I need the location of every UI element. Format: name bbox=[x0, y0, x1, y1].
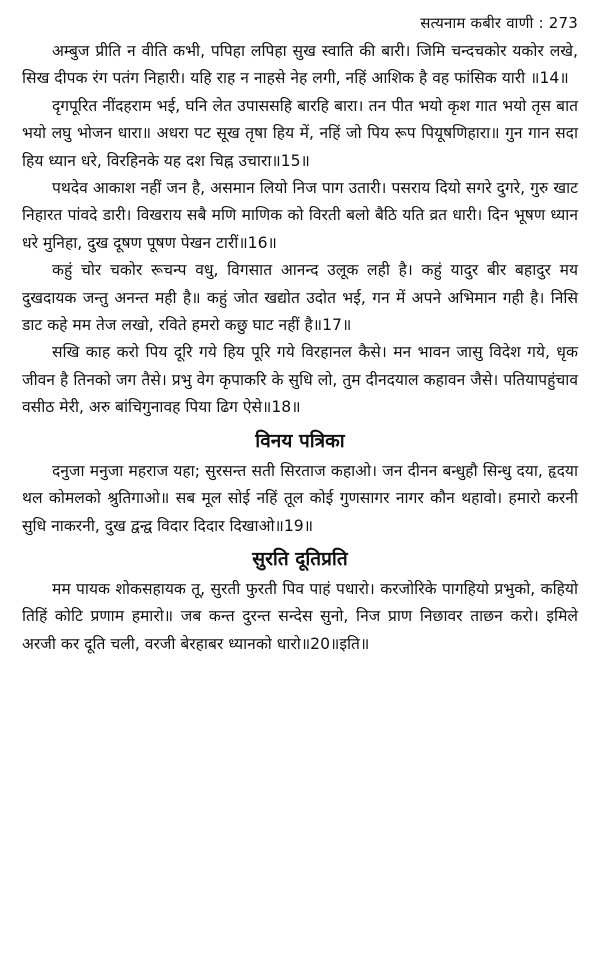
section-title-vinay-patrika: विनय पत्रिका bbox=[255, 429, 345, 452]
section-title-surati-dutiprati: सुरति दूतिप्रति bbox=[252, 547, 348, 570]
running-header: सत्यनाम कबीर वाणी : 273 bbox=[420, 14, 578, 32]
verse-16: पथदेव आकाश नहीं जन है, असमान लियो निज पाग उतारी। पसराय दियो सगरे दुगरे, गुरु खाट निहारत पांवदे डारी। विखराय सबै मणि माणिक को विरती बलो बैठि यति व्रत धारी। दिन भूषण ध्यान धरे मुनिहा, दुख दूषण पूषण पेखन टारीं॥16॥ bbox=[22, 179, 578, 252]
book-page bbox=[22, 12, 578, 968]
verse-20: मम पायक शोकसहायक तू, सुरती फुरती पिव पाहं पधारो। करजोरिके पागहियो प्रभुको, कहियो तिहिं कोटि प्रणाम हमारो॥ जब कन्त दुरन्त सन्देस सुनो, निज प्राण निछावर ताछन करो। इमिले अरजी कर दूति चली, वरजी बेरहाबर ध्यानको धारो॥20॥इति॥ bbox=[22, 579, 578, 653]
verse-19: दनुजा मनुजा महराज यहा; सुरसन्त सती सिरताज कहाओ। जन दीनन बन्धुहौ सिन्धु दया, हृदया थल कोमलको श्रुतिगाओ॥ सब मूल सोई नहिं तूल कोई गुणसागर नागर कौन थहावो। हमारो करनी सुधि नाकरनी, दुख द्वन्द्व विदार दिदार दिखाओ॥19॥ bbox=[22, 461, 578, 535]
verse-18: सखि काह करो पिय दूरि गये हिय पूरि गये विरहानल कैसे। मन भावन जासु विदेश गये, धृक जीवन है तिनको जग तैसे। प्रभु वेग कृपाकरि के सुधि लो, तुम दीनदयाल कहावन जैसे। पतियापहुंचाव वसीठ मेरी, अरु बांचिगुनावह पिया ढिग ऐसे॥18॥ bbox=[22, 343, 578, 417]
verse-14: अम्बुज प्रीति न वीति कभी, पपिहा लपिहा सुख स्वाति की बारी। जिमि चन्दचकोर यकोर लखे, सिख दीपक रंग पतंग निहारी। यहि राह न नाहसे नेह लगी, नहिं आशिक है वह फांसिक यारी ॥14॥ bbox=[22, 42, 578, 88]
verse-15: दृगपूरित नींदहराम भई, घनि लेत उपाससहि बारहि बारा। तन पीत भयो कृश गात भयो तृस बात भयो लघु भोजन धारा॥ अधरा पट सूख तृषा हिय में, नहिं जो पिय रूप पियूषणिहारा॥ गुन गान सदा हिय ध्यान धरे, विरहिनके यह दश चिह्न उचारा॥15॥ bbox=[22, 96, 578, 170]
verse-17: कहुं चोर चकोर रूचन्प वधु, विगसात आनन्द उलूक लही है। कहुं यादुर बीर बहादुर मय दुखदायक जन्तु अनन्त मही है॥ कहुं जोत खद्योत उदोत भई, गन में अपने अभिमान गही है। निसि डाट कहे मम तेज लखो, रविते हमरो कछु घाट नहीं है॥17॥ bbox=[22, 261, 578, 335]
